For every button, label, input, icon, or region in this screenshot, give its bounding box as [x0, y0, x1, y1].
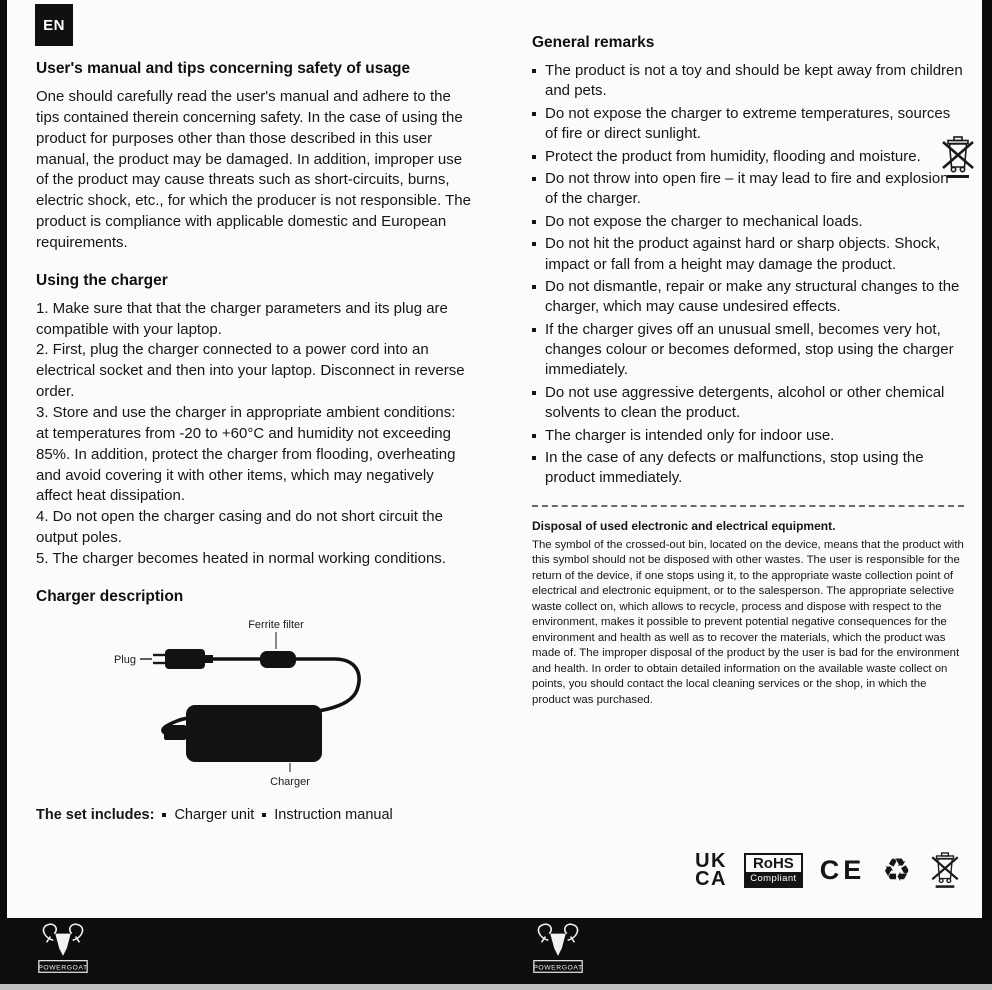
set-item: Instruction manual — [274, 806, 393, 823]
remark-item: Do not dismantle, repair or make any structural changes to the charger, which may cause undesired effects. — [532, 277, 964, 318]
square-bullet-icon — [532, 456, 536, 460]
using-step: 5. The charger becomes heated in normal working conditions. — [36, 549, 446, 567]
disposal-heading: Disposal of used electronic and electrical equipment. — [532, 518, 836, 533]
using-step: 3. Store and use the charger in appropriate ambient conditions: at temperatures from -20 to +60°C and humidity not exceeding 85%. In addition, protect the charger from flooding, overheating and avoid covering it with other items, which may negatively affect heat dissipation. — [36, 403, 456, 505]
square-bullet-icon — [532, 69, 536, 73]
powergoat-logo — [34, 921, 92, 981]
remark-item: Do not expose the charger to extreme temperatures, sources of fire or direct sunlight. — [532, 104, 964, 145]
remark-item: Do not hit the product against hard or sharp objects. Shock, impact or fall from a height may damage the product. — [532, 234, 964, 275]
set-item: Charger unit — [174, 806, 255, 823]
plug-label: Plug — [113, 653, 136, 666]
square-bullet-icon — [532, 285, 536, 289]
remark-item: Protect the product from humidity, flooding and moisture. — [532, 147, 964, 167]
safety-paragraph: One should carefully read the user's manual and adhere to the tips contained therein concerning safety. In the case of using the product for purposes other than those described in this user manual, the product may be damaged. In addition, improper use of the product may cause threats such as short-circuits, burns, electric shock, etc., for which the producer is not responsible. The product is compliance with applicable domestic and European requirements. — [36, 88, 471, 251]
remark-item: Do not expose the charger to mechanical loads. — [532, 212, 964, 232]
set-includes-label: The set includes: — [36, 806, 155, 823]
charger-label: Charger — [270, 775, 310, 788]
powergoat-logo — [529, 921, 587, 981]
square-bullet-icon — [532, 434, 536, 438]
recycle-icon: ♻ — [882, 852, 911, 888]
footer-bottom-strip — [0, 984, 992, 990]
remarks-list — [532, 61, 964, 489]
left-column — [36, 60, 472, 823]
square-bullet-icon — [532, 220, 536, 224]
compliance-marks — [640, 846, 962, 894]
square-bullet-icon — [262, 813, 266, 817]
remark-item: In the case of any defects or malfunctions, stop using the product immediately. — [532, 448, 964, 489]
charger-diagram — [36, 615, 472, 791]
square-bullet-icon — [162, 813, 166, 817]
square-bullet-icon — [532, 242, 536, 246]
page-left-edge — [0, 0, 7, 990]
ukca-mark: UK CA — [695, 849, 727, 890]
using-step: 1. Make sure that that the charger parameters and its plug are compatible with your laptop. — [36, 299, 448, 338]
remark-item: Do not use aggressive detergents, alcohol or other chemical solvents to clean the product. — [532, 383, 964, 424]
rohs-mark: RoHS Compliant — [744, 853, 803, 888]
plug-body — [165, 649, 205, 669]
remark-item: The product is not a toy and should be kept away from children and pets. — [532, 61, 964, 102]
dc-connector — [164, 725, 186, 740]
page-right-edge — [982, 0, 992, 990]
language-badge: EN — [35, 4, 73, 46]
square-bullet-icon — [532, 177, 536, 181]
remark-item: The charger is intended only for indoor use. — [532, 426, 964, 446]
footer-band — [0, 918, 992, 984]
description-heading: Charger description — [36, 587, 184, 605]
remark-item: If the charger gives off an unusual smell, becomes very hot, changes colour or becomes deformed, stop using the charger immediately. — [532, 320, 964, 381]
safety-heading: User's manual and tips concerning safety of usage — [36, 60, 411, 77]
brand-text: POWERGOAT — [533, 964, 583, 972]
square-bullet-icon — [532, 328, 536, 332]
remarks-heading: General remarks — [532, 34, 655, 51]
using-step: 4. Do not open the charger casing and do not short circuit the output poles. — [36, 508, 443, 547]
using-step: 2. First, plug the charger connected to a power cord into an electrical socket and then into your laptop. Disconnect in reverse order. — [36, 341, 465, 401]
weee-bin-icon — [928, 849, 962, 891]
right-column — [532, 34, 964, 708]
ferrite-bead — [260, 651, 296, 668]
ferrite-filter-label: Ferrite filter — [248, 618, 304, 631]
ce-mark: CE — [819, 854, 866, 885]
square-bullet-icon — [532, 391, 536, 395]
remark-item: Do not throw into open fire – it may lead to fire and explosion of the charger. — [532, 169, 964, 210]
brand-text: POWERGOAT — [38, 964, 88, 972]
dashed-divider — [532, 505, 964, 507]
charger-brick — [186, 705, 322, 762]
square-bullet-icon — [532, 155, 536, 159]
set-includes-line — [36, 807, 472, 823]
square-bullet-icon — [532, 112, 536, 116]
using-heading: Using the charger — [36, 271, 168, 289]
disposal-paragraph: The symbol of the crossed-out bin, located on the device, means that the product with this symbol should not be disposed with other wastes. The user is responsible for the return of the device, if one stops using it, to the appropriate waste collection point of electrical and electronic equipment, or to the salesperson. The appropriate selective waste collect on, which allows to recycle, process and dispose with respect to the environment, makes it possible to prevent potential negative consequences for the environment and health as well as to recover the materials, which the product was made of. The improper disposal of the product by the user is bad for the environment and health. In order to obtain detailed information on the available waste collect on points, you should contact the local cleaning services or the shop, in which the product was purchased. — [532, 538, 964, 706]
